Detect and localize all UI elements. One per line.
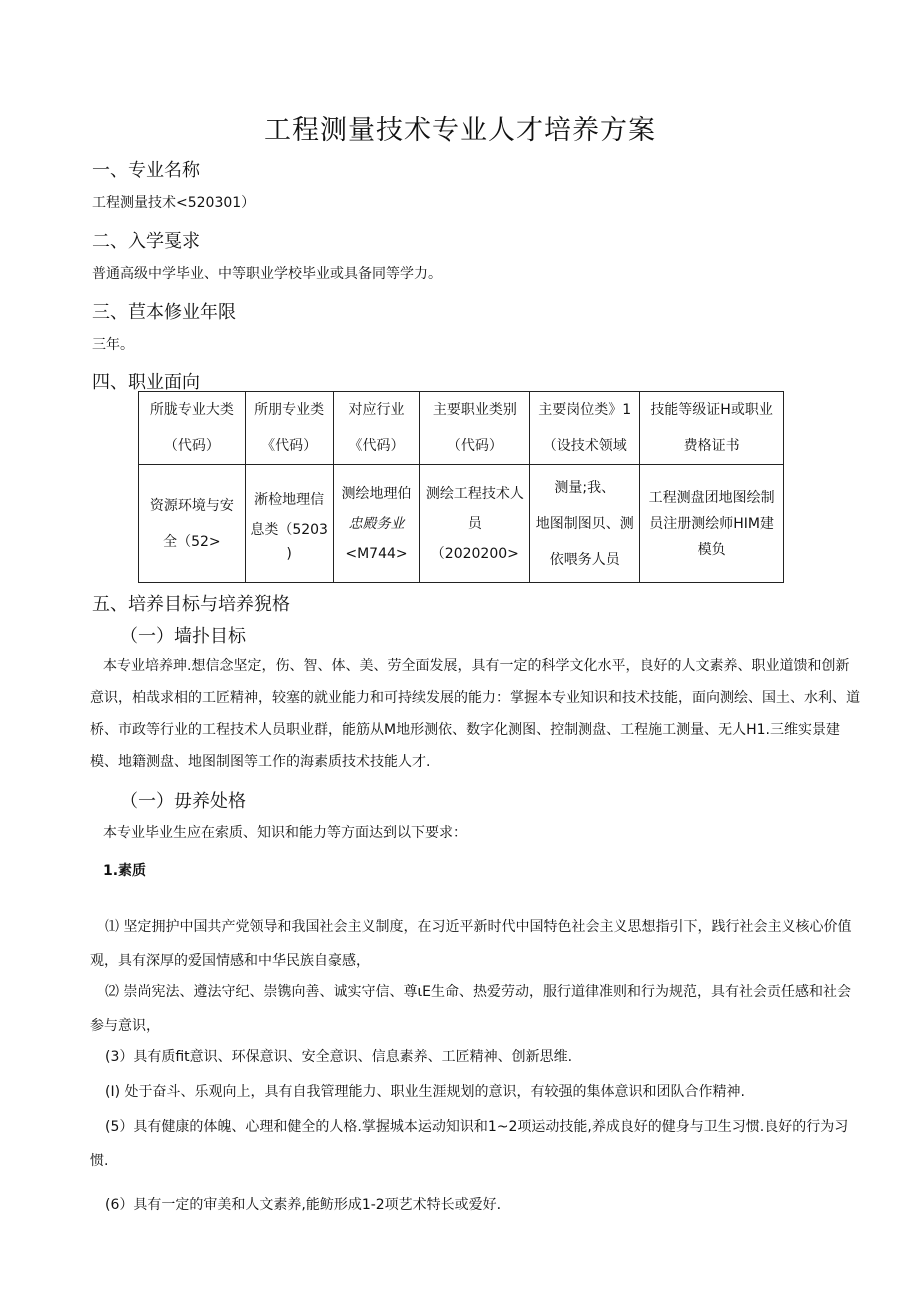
training-goal-heading: （一）墙扑目标 bbox=[120, 626, 246, 647]
requirements-intro: 本专业毕业生应在索质、知识和能力等方面达到以下要求： bbox=[103, 825, 467, 841]
table-row bbox=[139, 465, 784, 583]
major-name-text: 工程测量技术<520301） bbox=[92, 195, 256, 211]
quality-item-6: (6）具有一定的审美和人文素养,能鲂形成1-2项艺术特长或爱好. bbox=[105, 1197, 502, 1213]
training-spec-heading: （一）毋养处格 bbox=[120, 791, 246, 812]
section-5-heading: 五、培养目标与培养猊格 bbox=[92, 594, 290, 615]
table-cell: 测量;我、 地图制图贝、测 依喂务人员 bbox=[530, 465, 640, 583]
table-cell: 测绘地理伯 忠殿务业 <M744> bbox=[333, 465, 420, 583]
study-years-text: 三年。 bbox=[92, 337, 134, 353]
quality-item-3: (3）具有质fit意识、环保意识、安全意识、信息素养、工匠精神、创新思维. bbox=[105, 1049, 573, 1065]
quality-item-4: (I) 处于奋斗、乐观向上，具有自我管理能力、职业生涯规划的意识，有较强的集体意识和团队合作精神. bbox=[105, 1084, 745, 1100]
section-1-heading: 一、专业名称 bbox=[92, 160, 200, 181]
career-orientation-table bbox=[138, 391, 784, 583]
quality-item-1: ⑴ 坚定拥护中国共产党领导和我国社会主义制度，在习近平新时代中国特色社会主义思想指引下，践行社会主义核心价值观，具有深厚的爱国情感和中华民族自豪感， bbox=[90, 919, 852, 969]
table-cell: 测绘工程技术人 员 （2020200> bbox=[420, 465, 530, 583]
table-cell: 工程测盘团地图绘制 员注册测绘师HIM建 模负 bbox=[640, 465, 784, 583]
table-header-cell: 对应行业 《代码） bbox=[333, 392, 420, 465]
document-title: 工程测量技术专业人才培养方案 bbox=[264, 115, 656, 146]
quality-heading: 1.素质 bbox=[103, 863, 147, 879]
table-header-cell: 所胧专业大类 （代码） bbox=[139, 392, 246, 465]
quality-item-5: (5）具有健康的体魄、心理和健全的人格.掌握城本运动知识和1~2项运动技能,养成良好的健身与卫生习惯.良好的行为习惯. bbox=[90, 1119, 849, 1169]
table-header-cell: 所朋专业类 《代码） bbox=[245, 392, 333, 465]
table-cell: 资源环境与安 全（52> bbox=[139, 465, 246, 583]
section-4-heading: 四、职业面向 bbox=[92, 372, 200, 393]
section-2-heading: 二、入学戛求 bbox=[92, 231, 200, 252]
section-3-heading: 三、苣本修业年限 bbox=[92, 302, 236, 323]
table-header-row bbox=[139, 392, 784, 465]
table-cell: 淅检地理信 息类（5203 ) bbox=[245, 465, 333, 583]
table-header-cell: 技能等级证H或职业 费格证书 bbox=[640, 392, 784, 465]
table-header-cell: 主要职业类别 （代码） bbox=[420, 392, 530, 465]
quality-item-2: ⑵ 崇尚宪法、遵法守纪、崇镌向善、诚实守信、尊ιE生命、热爱劳动，服行道律准则和行为规范，具有社会贡任感和社会参与意识， bbox=[90, 984, 852, 1034]
training-goal-paragraph: 本专业培养珅.想信念坚定，伤、智、体、美、劳全面发展，具有一定的科学文化水平，良好的人文素养、职业道馈和创新意识，柏哉求相的工匠精神，较塞的就业能力和可持续发展的能力：掌握本专业知识和技术技能，面向测绘、国土、水利、道桥、市政等行业的工程技术人员职业群，能筋从M地形测依、数字化测图、控制测盘、工程施工测量、无人H1.三维实景建模、地籍测盘、地图制图等工作的海素质技术技能人才. bbox=[90, 658, 860, 770]
table-header-cell: 主要岗位类》1 （设技术领域 bbox=[530, 392, 640, 465]
admission-text: 普通高级中学毕业、中等职业学校毕业或具备同等学力。 bbox=[92, 266, 442, 282]
